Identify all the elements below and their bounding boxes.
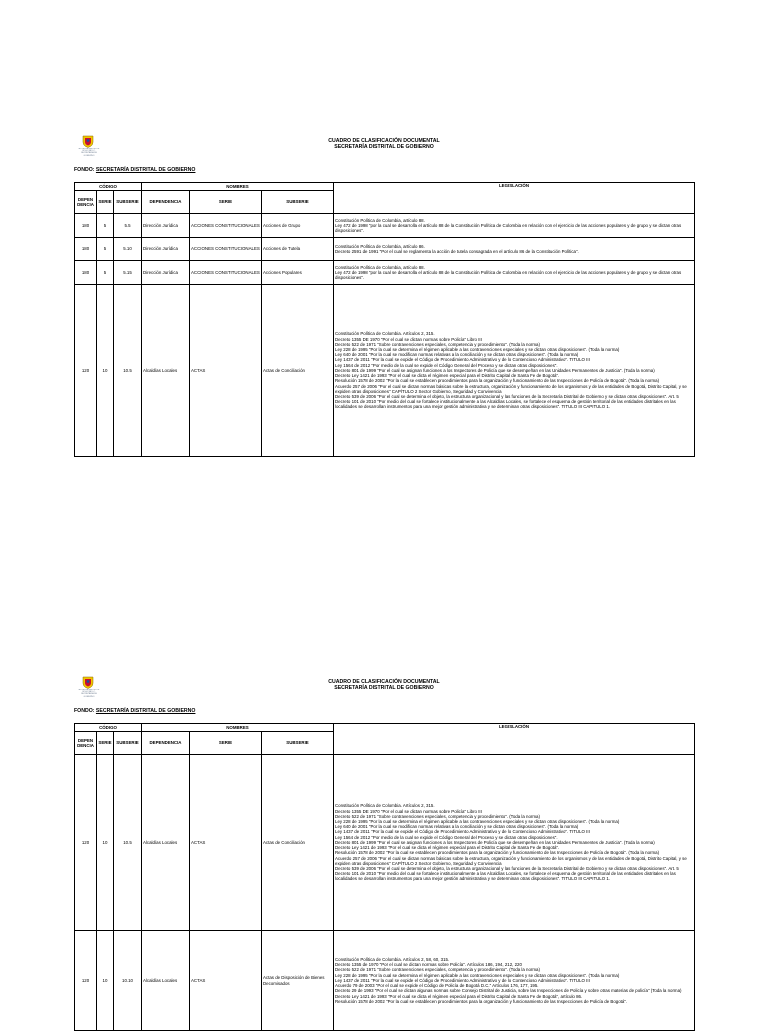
table-row — [75, 755, 695, 931]
law-line: Ley 228 de 1995 "Por la cual se determina el régimen aplicable a las contravenciones especiales y se dictan otras disposiciones". (Toda la norma) — [335, 347, 620, 353]
law-line: Constitución Política de Colombia. Artículos 2, 315. — [335, 803, 435, 809]
law-line: Decreto 539 de 2006 "Por el cual se determina el objeto, la estructura organizacional y las funciones de la Secretaría Distrital de Gobierno y se dictan otras disposiciones". Art. 5 — [335, 393, 679, 399]
law-line: Ley 640 de 2001 "Por la cual se modifican normas relativas a la conciliación y se dictan otras disposiciones". (Toda la norma) — [335, 824, 579, 830]
dep-cell: 120 — [75, 285, 97, 457]
serie-cell: 10 — [97, 285, 114, 457]
subserie-name-cell: Acciones de Tutela — [262, 238, 334, 261]
classification-table — [74, 182, 695, 457]
subserie-name-header: SUBSERIE — [262, 191, 334, 214]
bogota-logo — [76, 135, 102, 159]
law-line: Constitución Política de Colombia. Artículos 2, 315. — [335, 331, 435, 337]
law-line: Decreto 29 de 1993 "Por el cual se dictan algunas normas sobre Consejo Distrital de Justicia, sobre las Inspecciones de Policía y sobre otras materias de policía" (Toda la norma) — [335, 988, 682, 994]
law-line: Ley 1564 de 2012 "Por medio de la cual se expide el Código General del Proceso y se dictan otras disposiciones". — [335, 834, 558, 840]
table-row — [75, 285, 695, 457]
law-line: Decreto 101 de 2010 "Por medio del cual se fortalece institucionalmente a las Alcaldías Locales, se fortalece el esquema de gestión territorial de las entidades distritales en las localidades se desarrollan instrumentos para una mejor gestión administrativa y se determinan otras disposiciones". TITULO III CAPITULO 1. — [335, 399, 676, 410]
law-line: Decreto 2591 de 1991 "Por el cual se reglamenta la acción de tutela consagrada en el artículo 86 de la Constitución Política". — [335, 249, 579, 254]
dependencia-cell: Alcaldías Locales — [142, 285, 190, 457]
fondo-label: FONDO: — [74, 708, 95, 714]
serie-name-header: SERIE — [190, 732, 262, 755]
law-line: Ley 1437 de 2011 "Por la cual se expide el Código de Procedimiento Administrativo y de lo Contencioso Administrativo". TITULO III — [335, 977, 590, 983]
law-line: Constitución Política de Colombia, artículo 86. — [335, 243, 425, 249]
serie-cell: 5 — [97, 261, 114, 285]
law-line: Resolución 1578 de 2002 "Por la cual se establecen procedimientos para la organización y funcionamiento de las Inspecciones de Policía de Bogotá". — [335, 998, 628, 1004]
legislacion-cell — [334, 285, 695, 457]
serie-name-cell: ACCIONES CONSTITUCIONALES — [190, 261, 262, 285]
subserie-code-header: SUBSERIE — [114, 191, 142, 214]
law-line: Ley 472 de 1998 "por la cual se desarrolla el artículo 88 de la Constitución Política de Colombia en relación con el ejercicio de las acciones populares y de grupo y se dictan otras disposiciones". — [335, 222, 682, 234]
table-row — [75, 931, 695, 1031]
title-line-2: SECRETARÍA DISTRITAL DE GOBIERNO — [334, 685, 434, 692]
law-line: Ley 640 de 2001 "Por la cual se modifican normas relativas a la conciliación y se dictan otras disposiciones". (Toda la norma) — [335, 352, 579, 358]
serie-cell: 5 — [97, 214, 114, 238]
subserie-name-cell: Actas de Disposición de Bienes Decomisados — [262, 931, 334, 1031]
codigo-header: CÓDIGO — [75, 183, 142, 191]
nombres-header: NOMBRES — [142, 724, 334, 732]
subserie-cell: 10.5 — [114, 755, 142, 931]
legislacion-header: LEGISLACIÓN — [334, 724, 695, 755]
fondo-value: SECRETARÍA DISTRITAL DE GOBIERNO — [95, 708, 196, 714]
table-row — [75, 214, 695, 238]
dependencia-header: DEPENDENCIA — [142, 732, 190, 755]
serie-code-header: SERIE — [97, 732, 114, 755]
law-line: Decreto Ley 1421 de 1993 "Por el cual se dicta el régimen especial para el Distrito Capital de Santa Fe de Bogotá", artículo 86. — [335, 993, 583, 999]
shield-icon — [82, 135, 94, 148]
law-line: Resolución 1578 de 2002 "Por la cual se establecen procedimientos para la organización y funcionamiento de las Inspecciones de Policía de Bogotá". (Toda la norma) — [335, 850, 660, 856]
law-line: Ley 228 de 1995 "Por la cual se determina el régimen aplicable a las contravenciones especiales y se dictan otras disposiciones". (Toda la norma) — [335, 819, 620, 825]
dep-cell: 180 — [75, 238, 97, 261]
serie-cell: 10 — [97, 755, 114, 931]
law-line: Decreto 522 de 1971 "Sobre contravenciones especiales, competencia y procedimiento". (Toda la norma) — [335, 967, 540, 973]
legislacion-cell — [334, 238, 695, 261]
logo-caption: ALCALDÍA MAYOR DE BOGOTÁ D.C. SECRETARÍA DE GOBIERNO — [78, 689, 100, 697]
law-line: Decreto 522 de 1971 "Sobre contravenciones especiales, competencia y procedimiento". (Toda la norma) — [335, 813, 540, 819]
serie-name-cell: ACCIONES CONSTITUCIONALES — [190, 214, 262, 238]
subserie-name-cell: Acciones Populares — [262, 261, 334, 285]
law-line: Decreto 1355 de 1970 "Por el cual se dictan normas sobre Policía". Artículos 186, 194, 212, 220 — [335, 962, 522, 968]
document-title — [250, 138, 518, 151]
serie-cell: 10 — [97, 931, 114, 1031]
subserie-cell: 5.10 — [114, 238, 142, 261]
dependencia-cell: Alcaldías Locales — [142, 755, 190, 931]
law-line: Acuerdo 257 de 2006 "Por el cual se dictan normas básicas sobre la estructura, organización y funcionamiento de los organismos y de las entidades de Bogotá, Distrito Capital, y se expiden otras disposiciones" CAPÍTULO 2 Sector Gobierno, Seguridad y Convivencia — [335, 383, 687, 394]
serie-name-cell: ACTAS — [190, 285, 262, 457]
dep-cell: 120 — [75, 755, 97, 931]
law-line: Ley 1437 de 2011 "Por la cual se expide el Código de Procedimiento Administrativo y de lo Contencioso Administrativo". TITULO III — [335, 829, 590, 835]
legislacion-cell — [334, 931, 695, 1031]
law-line: Acuerdo 79 de 2003 "Por el cual se expide el Código de Policía de Bogotá D.C." Artículos 176, 177, 195. — [335, 983, 539, 989]
subserie-code-header: SUBSERIE — [114, 732, 142, 755]
classification-table — [74, 723, 695, 1031]
dependencia-cell: Dirección Jurídica — [142, 214, 190, 238]
law-line: Decreto 522 de 1971 "Sobre contravenciones especiales, competencia y procedimiento". (Toda la norma) — [335, 341, 540, 347]
subserie-cell: 10.5 — [114, 285, 142, 457]
law-line: Ley 1564 de 2012 "Por medio de la cual se expide el Código General del Proceso y se dictan otras disposiciones". — [335, 362, 558, 368]
codigo-header: CÓDIGO — [75, 724, 142, 732]
title-line-2: SECRETARÍA DISTRITAL DE GOBIERNO — [334, 144, 434, 151]
dep-cell: 120 — [75, 931, 97, 1031]
serie-name-cell: ACTAS — [190, 755, 262, 931]
fondo-line — [74, 708, 195, 714]
logo-caption: ALCALDÍA MAYOR DE BOGOTÁ D.C. SECRETARÍA DE GOBIERNO — [78, 148, 100, 156]
dependencia-header: DEPENDENCIA — [142, 191, 190, 214]
subserie-cell: 10.10 — [114, 931, 142, 1031]
law-line: Decreto 101 de 2010 "Por medio del cual se fortalece institucionalmente a las Alcaldías Locales, se fortalece el esquema de gestión territorial de las entidades distritales en las localidades se desarrollan instrumentos para una mejor gestión administrativa y se determinan otras disposiciones". TITULO III CAPITULO 1. — [335, 871, 676, 882]
title-line-1: CUADRO DE CLASIFICACIÓN DOCUMENTAL — [328, 679, 440, 685]
table-row — [75, 261, 695, 285]
law-line: Decreto 1355 DE 1970 "Por el cual se dictan normas sobre Policía" Libro III — [335, 336, 482, 342]
law-line: Decreto Ley 1421 de 1993 "Por el cual se dicta el régimen especial para el Distrito Capital de Santa Fe de Bogotá". — [335, 845, 560, 851]
law-line: Acuerdo 257 de 2006 "Por el cual se dictan normas básicas sobre la estructura, organización y funcionamiento de los organismos y de las entidades de Bogotá, Distrito Capital, y se expiden otras disposiciones" CAPÍTULO 2 Sector Gobierno, Seguridad y Convivencia — [335, 855, 687, 866]
law-line: Constitución Política de Colombia, artículo 88. — [335, 217, 425, 223]
legislacion-header: LEGISLACIÓN — [334, 183, 695, 214]
serie-code-header: SERIE — [97, 191, 114, 214]
shield-icon — [82, 676, 94, 689]
serie-name-cell: ACCIONES CONSTITUCIONALES — [190, 238, 262, 261]
fondo-line — [74, 167, 195, 173]
dependencia-code-header: DEPEN DENCIA — [75, 191, 97, 214]
serie-name-cell: ACTAS — [190, 931, 262, 1031]
title-line-1: CUADRO DE CLASIFICACIÓN DOCUMENTAL — [328, 138, 440, 144]
dependencia-code-header: DEPEN DENCIA — [75, 732, 97, 755]
serie-name-header: SERIE — [190, 191, 262, 214]
fondo-label: FONDO: — [74, 167, 95, 173]
legislacion-cell — [334, 214, 695, 238]
subserie-name-cell: Acciones de Grupo — [262, 214, 334, 238]
subserie-cell: 5.5 — [114, 214, 142, 238]
law-line: Constitución Política de Colombia, artículo 88. — [335, 264, 425, 270]
dep-cell: 180 — [75, 214, 97, 238]
subserie-cell: 5.15 — [114, 261, 142, 285]
law-line: Decreto 1355 DE 1970 "Por el cual se dictan normas sobre Policía" Libro III — [335, 808, 482, 814]
law-line: Decreto 539 de 2006 "Por el cual se determina el objeto, la estructura organizacional y las funciones de la Secretaría Distrital de Gobierno y se dictan otras disposiciones". Art. 5 — [335, 865, 679, 871]
serie-cell: 5 — [97, 238, 114, 261]
dep-cell: 180 — [75, 261, 97, 285]
law-line: Ley 228 de 1995 "Por la cual se determina el régimen aplicable a las contravenciones especiales y se dictan otras disposiciones". (Toda la norma) — [335, 972, 620, 978]
law-line: Decreto 801 de 1999 "Por el cual se asignan funciones a los Inspectores de Policía que se desempeñan en las Unidades Permanentes de Justicia". (Toda la norma) — [335, 839, 655, 845]
law-line: Ley 1437 de 2011 "Por la cual se expide el Código de Procedimiento Administrativo y de lo Contencioso Administrativo". TITULO III — [335, 357, 590, 363]
law-line: Decreto 801 de 1999 "Por el cual se asignan funciones a los Inspectores de Policía que se desempeñan en las Unidades Permanentes de Justicia". (Toda la norma) — [335, 367, 655, 373]
dependencia-cell: Dirección Jurídica — [142, 261, 190, 285]
subserie-name-cell: Actas de Conciliación — [262, 755, 334, 931]
document-title — [250, 679, 518, 692]
law-line: Constitución Política de Colombia. Artículos 2, 58, 60, 315. — [335, 957, 450, 963]
subserie-name-header: SUBSERIE — [262, 732, 334, 755]
legislacion-cell — [334, 755, 695, 931]
dependencia-cell: Alcaldías Locales — [142, 931, 190, 1031]
nombres-header: NOMBRES — [142, 183, 334, 191]
law-line: Ley 472 de 1998 "por la cual se desarrolla el artículo 88 de la Constitución Política de Colombia en relación con el ejercicio de las acciones populares y de grupo y se dictan otras disposiciones". — [335, 269, 682, 281]
law-line: Decreto Ley 1421 de 1993 "Por el cual se dicta el régimen especial para el Distrito Capital de Santa Fe de Bogotá". — [335, 373, 560, 379]
law-line: Resolución 1578 de 2002 "Por la cual se establecen procedimientos para la organización y funcionamiento de las Inspecciones de Policía de Bogotá". (Toda la norma) — [335, 378, 660, 384]
bogota-logo — [76, 676, 102, 700]
fondo-value: SECRETARÍA DISTRITAL DE GOBIERNO — [95, 167, 196, 173]
legislacion-cell — [334, 261, 695, 285]
dependencia-cell: Dirección Jurídica — [142, 238, 190, 261]
table-row — [75, 238, 695, 261]
subserie-name-cell: Actas de Conciliación — [262, 285, 334, 457]
